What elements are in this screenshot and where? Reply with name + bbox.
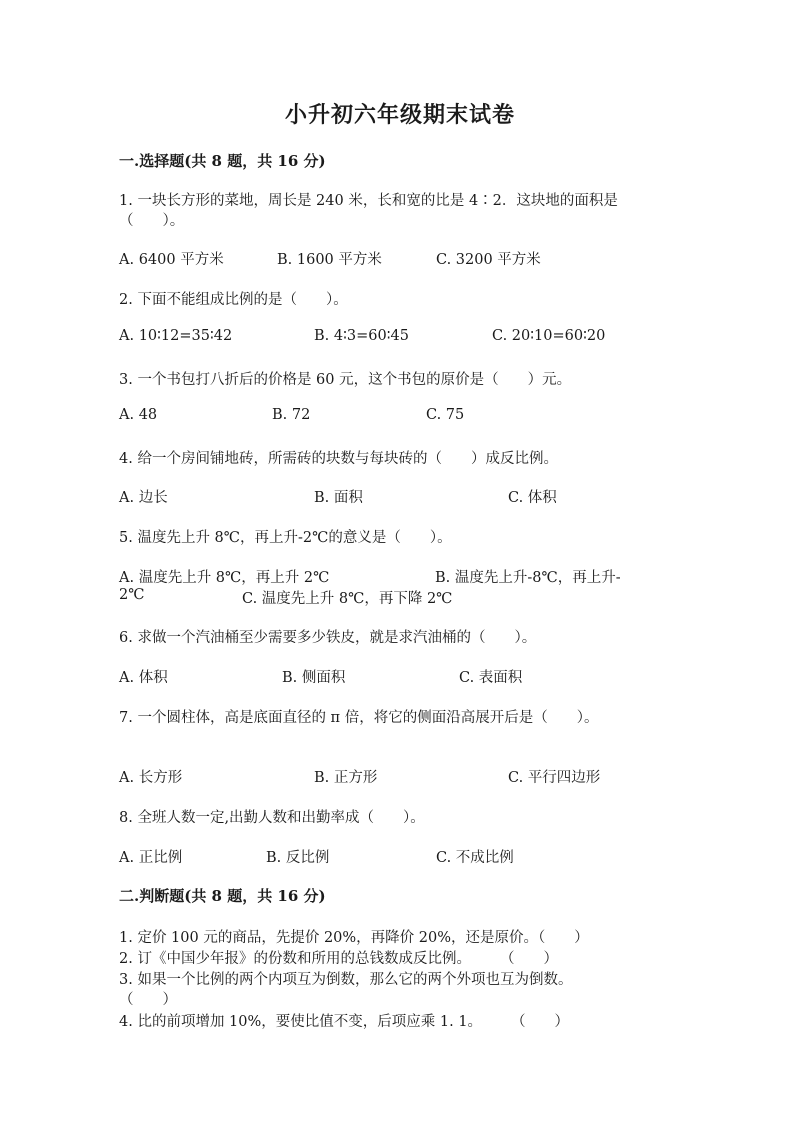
question-4-option-b: B. 面积 — [314, 490, 363, 506]
question-5-option-a: A. 温度先上升 8℃，再上升 2℃ — [119, 570, 330, 586]
question-3-option-a: A. 48 — [119, 407, 158, 423]
question-5-stem: 5. 温度先上升 8℃，再上升-2℃的意义是（ ）。 — [119, 530, 452, 546]
question-3-option-c: C. 75 — [426, 407, 465, 423]
question-4-stem: 4. 给一个房间铺地砖，所需砖的块数与每块砖的（ ）成反比例。 — [119, 451, 558, 467]
question-1-stem: 1. 一块长方形的菜地，周长是 240 米，长和宽的比是 4∶2．这块地的面积是 — [119, 193, 618, 209]
page-title: 小升初六年级期末试卷 — [284, 102, 515, 128]
question-4-option-c: C. 体积 — [508, 490, 557, 506]
question-6-option-b: B. 侧面积 — [282, 670, 346, 686]
question-1-option-a: A. 6400 平方米 — [119, 252, 224, 268]
question-8-option-b: B. 反比例 — [266, 850, 330, 866]
question-2-option-a: A. 10∶12=35∶42 — [119, 328, 233, 344]
question-5-option-c: C. 温度先上升 8℃，再下降 2℃ — [242, 591, 453, 607]
question-6-option-c: C. 表面积 — [459, 670, 523, 686]
question-3-stem: 3. 一个书包打八折后的价格是 60 元，这个书包的原价是（ ）元。 — [119, 372, 572, 388]
section-heading-choice: 一.选择题(共 8 题，共 16 分) — [119, 152, 326, 170]
question-6-option-a: A. 体积 — [119, 670, 168, 686]
question-4-option-a: A. 边长 — [119, 490, 168, 506]
judgement-3: 3. 如果一个比例的两个内项互为倒数，那么它的两个外项也互为倒数。 — [119, 972, 573, 988]
question-7-option-a: A. 长方形 — [119, 770, 183, 786]
judgement-3-cont: （ ） — [119, 992, 177, 1008]
question-1-option-c: C. 3200 平方米 — [436, 252, 541, 268]
judgement-4: 4. 比的前项增加 10%，要使比值不变，后项应乘 1. 1。 （ ） — [119, 1014, 570, 1030]
question-7-option-c: C. 平行四边形 — [508, 770, 601, 786]
section-heading-judgement: 二.判断题(共 8 题，共 16 分) — [119, 887, 326, 905]
question-7-option-b: B. 正方形 — [314, 770, 378, 786]
question-1-stem-cont: （ ）。 — [119, 213, 185, 229]
question-5-option-b: B. 温度先上升-8℃，再上升- — [435, 570, 621, 586]
question-8-option-a: A. 正比例 — [119, 850, 183, 866]
question-6-stem: 6. 求做一个汽油桶至少需要多少铁皮，就是求汽油桶的（ ）。 — [119, 630, 537, 646]
question-5-option-b-cont: 2℃ — [119, 587, 145, 603]
question-2-option-b: B. 4∶3=60∶45 — [314, 328, 409, 344]
question-3-option-b: B. 72 — [272, 407, 311, 423]
question-8-option-c: C. 不成比例 — [436, 850, 514, 866]
judgement-2: 2. 订《中国少年报》的份数和所用的总钱数成反比例。 （ ） — [119, 951, 558, 967]
question-2-stem: 2. 下面不能组成比例的是（ ）。 — [119, 292, 348, 308]
question-7-stem: 7. 一个圆柱体，高是底面直径的 π 倍，将它的侧面沿高展开后是（ ）。 — [119, 710, 599, 726]
question-8-stem: 8. 全班人数一定,出勤人数和出勤率成（ ）。 — [119, 810, 425, 826]
question-1-option-b: B. 1600 平方米 — [277, 252, 382, 268]
question-2-option-c: C. 20∶10=60∶20 — [492, 328, 606, 344]
judgement-1: 1. 定价 100 元的商品，先提价 20%，再降价 20%，还是原价。（ ） — [119, 930, 589, 946]
